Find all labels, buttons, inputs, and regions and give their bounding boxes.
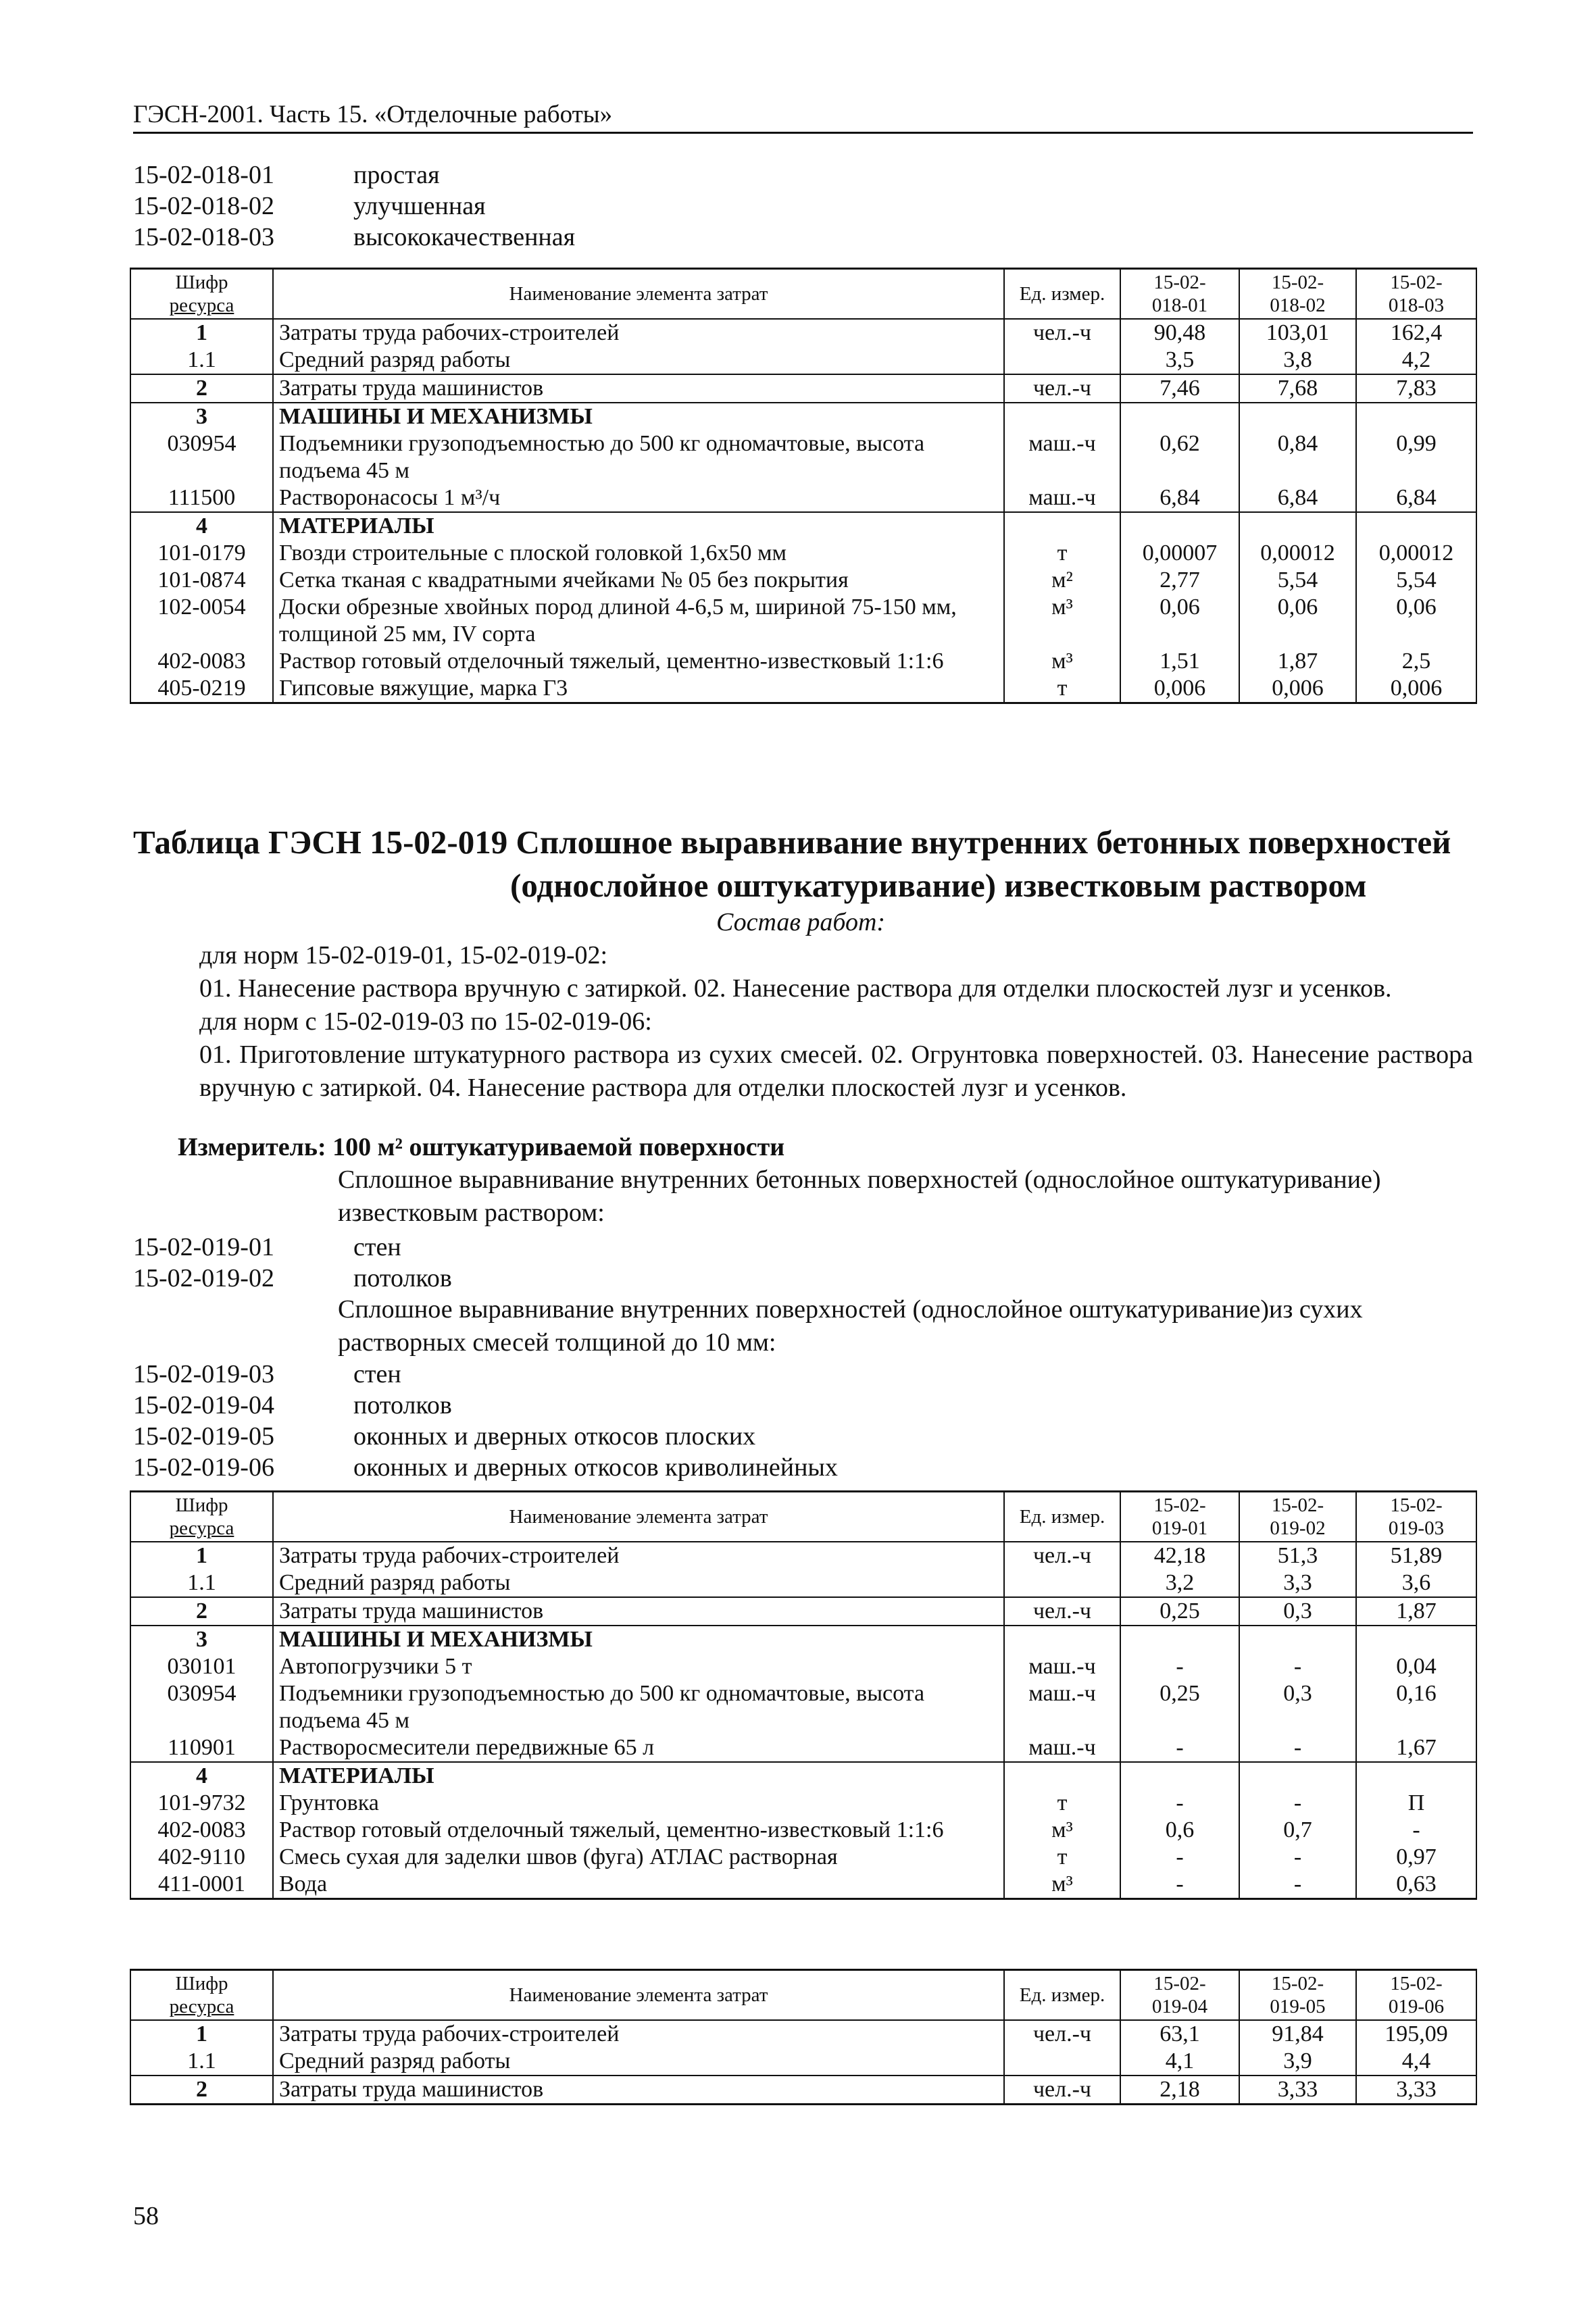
table-cell: 7,68 xyxy=(1239,374,1356,403)
col-norm-header xyxy=(1120,1970,1239,2020)
table-row xyxy=(130,594,1476,648)
table-cell: 0,00012 xyxy=(1239,540,1356,567)
table-cell: чел.-ч xyxy=(1004,374,1120,403)
table-cell xyxy=(1004,1762,1120,1790)
text-span: 15-02- xyxy=(1390,1494,1443,1516)
table-cell: 0,3 xyxy=(1239,1680,1356,1734)
text-span: 15-02-019-04 xyxy=(133,1391,274,1419)
table-cell xyxy=(1356,403,1476,430)
page-number: 58 xyxy=(133,2202,159,2230)
table-cell: 1.1 xyxy=(130,2048,273,2076)
table-cell: 101-0874 xyxy=(130,567,273,594)
table-cell: маш.-ч xyxy=(1004,1734,1120,1762)
table-cell: 51,89 xyxy=(1356,1542,1476,1569)
table-cell: МАТЕРИАЛЫ xyxy=(273,512,1004,540)
table-cell: чел.-ч xyxy=(1004,1597,1120,1626)
table-cell xyxy=(1356,1762,1476,1790)
table-cell: - xyxy=(1356,1817,1476,1844)
table-cell: Растворонасосы 1 м³/ч xyxy=(273,484,1004,512)
code-name: простая xyxy=(353,161,440,189)
text-span: 15-02-019-03 xyxy=(133,1360,274,1388)
table-cell: - xyxy=(1120,1871,1239,1899)
text-span: 15-02- xyxy=(1390,271,1443,293)
table-row xyxy=(130,512,1476,540)
table-row xyxy=(130,1653,1476,1680)
code-item xyxy=(133,1452,838,1483)
text-span: 15-02-019-02 xyxy=(133,1264,274,1292)
table-cell: 3,6 xyxy=(1356,1569,1476,1597)
code-item xyxy=(133,1263,452,1294)
table-cell: маш.-ч xyxy=(1004,1653,1120,1680)
text-span: ресурса xyxy=(169,1995,234,2017)
table-cell: 0,25 xyxy=(1120,1680,1239,1734)
table-cell xyxy=(1120,403,1239,430)
table-cell: 4,4 xyxy=(1356,2048,1476,2076)
table-cell: - xyxy=(1120,1734,1239,1762)
table-cell: Подъемники грузоподъемностью до 500 кг одномачтовые, высота подъема 45 м xyxy=(273,430,1004,484)
table-cell: 0,16 xyxy=(1356,1680,1476,1734)
table-cell: чел.-ч xyxy=(1004,2020,1120,2048)
code-item xyxy=(133,222,575,253)
table-cell: 90,48 xyxy=(1120,319,1239,347)
text-span: потолков xyxy=(353,1264,452,1292)
text-span: 15-02- xyxy=(1271,271,1324,293)
resource-table-019-b xyxy=(130,1969,1477,2105)
table-cell: МАШИНЫ И МЕХАНИЗМЫ xyxy=(273,1626,1004,1653)
table-header-row xyxy=(130,269,1476,319)
text-span: потолков xyxy=(353,1391,452,1419)
table-cell: Растворосмесители передвижные 65 л xyxy=(273,1734,1004,1762)
table-cell: 63,1 xyxy=(1120,2020,1239,2048)
table-cell: 2 xyxy=(130,2076,273,2105)
table-cell: 0,006 xyxy=(1239,675,1356,703)
measure-unit: Измеритель: 100 м² оштукатуриваемой поверхности xyxy=(178,1133,785,1161)
table-cell: 402-0083 xyxy=(130,1817,273,1844)
table-cell: 1.1 xyxy=(130,347,273,374)
code: 15-02-018-01 xyxy=(133,161,274,189)
table-cell: 030954 xyxy=(130,430,273,484)
table-row xyxy=(130,1734,1476,1762)
table-cell: 4,1 xyxy=(1120,2048,1239,2076)
table-cell: 3,9 xyxy=(1239,2048,1356,2076)
table-cell: 2 xyxy=(130,374,273,403)
table-cell: Затраты труда рабочих-строителей xyxy=(273,2020,1004,2048)
table-cell: 3,3 xyxy=(1239,1569,1356,1597)
composition-text xyxy=(133,939,1473,1105)
text-span: 15-02-019-06 xyxy=(133,1453,274,1482)
table-row xyxy=(130,567,1476,594)
table-cell: Затраты труда машинистов xyxy=(273,2076,1004,2105)
table-cell: 0,00007 xyxy=(1120,540,1239,567)
table-cell: 402-9110 xyxy=(130,1844,273,1871)
table-cell: Сетка тканая с квадратными ячейками № 05 без покрытия xyxy=(273,567,1004,594)
table-cell: 91,84 xyxy=(1239,2020,1356,2048)
table-cell: 103,01 xyxy=(1239,319,1356,347)
top-code-list xyxy=(133,159,575,253)
text-span: 15-02- xyxy=(1153,271,1206,293)
table-cell: - xyxy=(1120,1653,1239,1680)
table-cell: 0,7 xyxy=(1239,1817,1356,1844)
table-cell: 030101 xyxy=(130,1653,273,1680)
table-cell: 111500 xyxy=(130,484,273,512)
col-cipher-header xyxy=(130,269,273,319)
table-cell: 0,06 xyxy=(1120,594,1239,648)
table-row xyxy=(130,1762,1476,1790)
col-cipher-header xyxy=(130,1970,273,2020)
table-row xyxy=(130,1597,1476,1626)
table-cell: 0,006 xyxy=(1356,675,1476,703)
table-cell: 5,54 xyxy=(1356,567,1476,594)
text-span: 019-01 xyxy=(1151,1517,1208,1539)
table-cell: Подъемники грузоподъемностью до 500 кг одномачтовые, высота подъема 45 м xyxy=(273,1680,1004,1734)
table-cell: м³ xyxy=(1004,594,1120,648)
table-cell: Средний разряд работы xyxy=(273,2048,1004,2076)
table-cell: П xyxy=(1356,1790,1476,1817)
col-cipher-header xyxy=(130,1492,273,1542)
table-cell: Затраты труда машинистов xyxy=(273,1597,1004,1626)
table-row xyxy=(130,648,1476,675)
table-cell: маш.-ч xyxy=(1004,1680,1120,1734)
table-cell: Гипсовые вяжущие, марка Г3 xyxy=(273,675,1004,703)
table-row xyxy=(130,1817,1476,1844)
norm-code-list-a xyxy=(133,1232,452,1294)
table-cell: Смесь сухая для заделки швов (фуга) АТЛАС растворная xyxy=(273,1844,1004,1871)
table-cell: 6,84 xyxy=(1356,484,1476,512)
text-span: стен xyxy=(353,1360,401,1388)
col-unit-header: Ед. измер. xyxy=(1004,269,1120,319)
table-cell: Раствор готовый отделочный тяжелый, цементно-известковый 1:1:6 xyxy=(273,648,1004,675)
table-cell: 3,8 xyxy=(1239,347,1356,374)
text-span: 018-02 xyxy=(1270,294,1326,316)
code: 15-02-018-03 xyxy=(133,223,274,251)
table-cell: Затраты труда рабочих-строителей xyxy=(273,1542,1004,1569)
text-span: Шифр xyxy=(175,1972,228,1994)
code-item xyxy=(133,1421,838,1452)
col-name-header: Наименование элемента затрат xyxy=(273,1492,1004,1542)
works-a: 01. Нанесение раствора вручную с затиркой. 02. Нанесение раствора для отделки плоскостей лузг и усенков. xyxy=(199,974,1392,1003)
table-row xyxy=(130,2048,1476,2076)
col-name-header: Наименование элемента затрат xyxy=(273,1970,1004,2020)
text-span: 018-01 xyxy=(1151,294,1208,316)
table-cell: 6,84 xyxy=(1120,484,1239,512)
text-span: 019-05 xyxy=(1270,1995,1326,2017)
table-cell: 0,84 xyxy=(1239,430,1356,484)
norms-range-b: для норм с 15-02-019-03 по 15-02-019-06: xyxy=(199,1007,652,1036)
table-cell: м³ xyxy=(1004,1817,1120,1844)
code-name: улучшенная xyxy=(353,192,486,220)
table-cell xyxy=(1239,1762,1356,1790)
table-cell: Гвозди строительные с плоской головкой 1,6х50 мм xyxy=(273,540,1004,567)
running-header: ГЭСН-2001. Часть 15. «Отделочные работы» xyxy=(133,100,1473,134)
table-row xyxy=(130,347,1476,374)
table-cell: - xyxy=(1239,1734,1356,1762)
table-row xyxy=(130,403,1476,430)
code-item xyxy=(133,191,575,222)
table-cell: 0,6 xyxy=(1120,1817,1239,1844)
table-cell xyxy=(1120,1762,1239,1790)
col-norm-header xyxy=(1239,1970,1356,2020)
text-span: 15-02- xyxy=(1271,1494,1324,1516)
table-cell: 3 xyxy=(130,403,273,430)
table-row xyxy=(130,1680,1476,1734)
table-cell xyxy=(1004,1626,1120,1653)
text-span: оконных и дверных откосов плоских xyxy=(353,1422,756,1451)
table-cell: чел.-ч xyxy=(1004,2076,1120,2105)
table-cell: 3,2 xyxy=(1120,1569,1239,1597)
table-cell: Средний разряд работы xyxy=(273,1569,1004,1597)
table-cell: 1.1 xyxy=(130,1569,273,1597)
table-cell: 1,51 xyxy=(1120,648,1239,675)
table-cell: 3,5 xyxy=(1120,347,1239,374)
col-norm-header xyxy=(1356,269,1476,319)
table-cell: Грунтовка xyxy=(273,1790,1004,1817)
table-row xyxy=(130,1871,1476,1899)
table-cell: 1,67 xyxy=(1356,1734,1476,1762)
table-cell: т xyxy=(1004,540,1120,567)
table-cell xyxy=(1004,1569,1120,1597)
table-cell: 1,87 xyxy=(1356,1597,1476,1626)
resource-table-019-a xyxy=(130,1490,1477,1900)
table-cell: 0,99 xyxy=(1356,430,1476,484)
table-cell xyxy=(1004,403,1120,430)
text-span: стен xyxy=(353,1233,401,1261)
text-span: Шифр xyxy=(175,271,228,293)
table-cell xyxy=(1004,512,1120,540)
norm-code-list-b xyxy=(133,1359,838,1483)
text-span: 15-02- xyxy=(1153,1494,1206,1516)
table-cell: - xyxy=(1239,1844,1356,1871)
table-cell: 51,3 xyxy=(1239,1542,1356,1569)
text-span: 019-04 xyxy=(1151,1995,1208,2017)
table-cell: 0,06 xyxy=(1356,594,1476,648)
table-cell: 0,04 xyxy=(1356,1653,1476,1680)
table-row xyxy=(130,1626,1476,1653)
table-cell: 030954 xyxy=(130,1680,273,1734)
col-norm-header xyxy=(1120,1492,1239,1542)
table-cell: 5,54 xyxy=(1239,567,1356,594)
table-cell xyxy=(1239,512,1356,540)
text-span: Шифр xyxy=(175,1494,228,1516)
table-cell: Раствор готовый отделочный тяжелый, цементно-известковый 1:1:6 xyxy=(273,1817,1004,1844)
table-cell: 6,84 xyxy=(1239,484,1356,512)
code-item xyxy=(133,1232,452,1263)
table-row xyxy=(130,430,1476,484)
table-cell: - xyxy=(1239,1653,1356,1680)
table-row xyxy=(130,1790,1476,1817)
table-cell: Доски обрезные хвойных пород длиной 4-6,5 м, шириной 75-150 мм, толщиной 25 мм, IV сорта xyxy=(273,594,1004,648)
table-row xyxy=(130,319,1476,347)
table-cell: 3,33 xyxy=(1356,2076,1476,2105)
table-cell xyxy=(1004,347,1120,374)
table-cell: чел.-ч xyxy=(1004,319,1120,347)
table-row xyxy=(130,1844,1476,1871)
table-cell: 4 xyxy=(130,512,273,540)
table-cell: чел.-ч xyxy=(1004,1542,1120,1569)
table-cell xyxy=(1120,512,1239,540)
table-row xyxy=(130,374,1476,403)
table-cell: 1 xyxy=(130,2020,273,2048)
col-norm-header xyxy=(1239,269,1356,319)
table-cell: 0,00012 xyxy=(1356,540,1476,567)
table-cell: - xyxy=(1120,1844,1239,1871)
composition-label: Состав работ: xyxy=(716,908,886,936)
table-cell: 3 xyxy=(130,1626,273,1653)
table-cell: 1 xyxy=(130,1542,273,1569)
table-row xyxy=(130,540,1476,567)
table-cell: Средний разряд работы xyxy=(273,347,1004,374)
table-cell xyxy=(1120,1626,1239,1653)
text-span: 15-02-019-05 xyxy=(133,1422,274,1451)
table-cell: Затраты труда рабочих-строителей xyxy=(273,319,1004,347)
table-cell: 2,5 xyxy=(1356,648,1476,675)
table-cell: 0,006 xyxy=(1120,675,1239,703)
code-item xyxy=(133,159,575,191)
table-row xyxy=(130,675,1476,703)
description-b: Сплошное выравнивание внутренних поверхностей (однослойное оштукатуривание)из сухих растворных смесей толщиной до 10 мм: xyxy=(338,1295,1363,1357)
table-cell: 102-0054 xyxy=(130,594,273,648)
code-item xyxy=(133,1390,838,1421)
table-cell: маш.-ч xyxy=(1004,484,1120,512)
table-row xyxy=(130,2020,1476,2048)
table-cell xyxy=(1239,403,1356,430)
table-cell: Затраты труда машинистов xyxy=(273,374,1004,403)
table-cell: 2,18 xyxy=(1120,2076,1239,2105)
text-span: ресурса xyxy=(169,1517,234,1539)
table-cell xyxy=(1356,512,1476,540)
table-cell: Вода xyxy=(273,1871,1004,1899)
table-cell: 2 xyxy=(130,1597,273,1626)
table-title-line2: (однослойное оштукатуривание) известковым раствором xyxy=(510,867,1367,904)
text-span: 15-02-019-01 xyxy=(133,1233,274,1261)
col-unit-header: Ед. измер. xyxy=(1004,1970,1120,2020)
table-cell: 101-9732 xyxy=(130,1790,273,1817)
text-span: 15-02- xyxy=(1153,1972,1206,1994)
table-cell xyxy=(1356,1626,1476,1653)
table-row xyxy=(130,1542,1476,1569)
col-norm-header xyxy=(1239,1492,1356,1542)
text-span: оконных и дверных откосов криволинейных xyxy=(353,1453,838,1482)
table-cell: 162,4 xyxy=(1356,319,1476,347)
table-cell: 4 xyxy=(130,1762,273,1790)
code-name: высококачественная xyxy=(353,223,576,251)
table-title xyxy=(133,821,1473,907)
table-header-row xyxy=(130,1492,1476,1542)
table-cell: 195,09 xyxy=(1356,2020,1476,2048)
text-span: 15-02- xyxy=(1271,1972,1324,1994)
description-a: Сплошное выравнивание внутренних бетонных поверхностей (однослойное оштукатуривание) известковым раствором: xyxy=(338,1165,1381,1227)
table-cell: 0,06 xyxy=(1239,594,1356,648)
table-header-row xyxy=(130,1970,1476,2020)
table-cell: т xyxy=(1004,1790,1120,1817)
table-cell: м³ xyxy=(1004,648,1120,675)
resource-table-018 xyxy=(130,268,1477,704)
text-span: 019-02 xyxy=(1270,1517,1326,1539)
text-span: 15-02- xyxy=(1390,1972,1443,1994)
table-cell: 402-0083 xyxy=(130,648,273,675)
text-span: 019-03 xyxy=(1388,1517,1445,1539)
code-item xyxy=(133,1359,838,1390)
col-norm-header xyxy=(1356,1970,1476,2020)
table-cell: 1,87 xyxy=(1239,648,1356,675)
norms-range-a: для норм 15-02-019-01, 15-02-019-02: xyxy=(199,941,608,970)
table-row xyxy=(130,1569,1476,1597)
table-title-line1: Таблица ГЭСН 15-02-019 Сплошное выравнивание внутренних бетонных поверхностей xyxy=(133,824,1451,861)
table-cell: 0,63 xyxy=(1356,1871,1476,1899)
table-cell: м² xyxy=(1004,567,1120,594)
table-cell: 2,77 xyxy=(1120,567,1239,594)
table-cell: 110901 xyxy=(130,1734,273,1762)
table-cell: 411-0001 xyxy=(130,1871,273,1899)
table-cell: м³ xyxy=(1004,1871,1120,1899)
works-b: 01. Приготовление штукатурного раствора из сухих смесей. 02. Огрунтовка поверхностей. 03. Нанесение раствора вручную с затиркой. 04. Нанесение раствора для отделки плоскостей лузг и усенков. xyxy=(199,1040,1473,1102)
table-row xyxy=(130,2076,1476,2105)
table-cell: 0,3 xyxy=(1239,1597,1356,1626)
table-cell: 7,83 xyxy=(1356,374,1476,403)
table-cell: т xyxy=(1004,675,1120,703)
table-cell xyxy=(1239,1626,1356,1653)
table-cell: 4,2 xyxy=(1356,347,1476,374)
text-span: ресурса xyxy=(169,294,234,316)
table-cell: Автопогрузчики 5 т xyxy=(273,1653,1004,1680)
col-name-header: Наименование элемента затрат xyxy=(273,269,1004,319)
table-cell: - xyxy=(1239,1790,1356,1817)
code: 15-02-018-02 xyxy=(133,192,274,220)
col-norm-header xyxy=(1120,269,1239,319)
table-cell: 0,62 xyxy=(1120,430,1239,484)
table-cell: МАШИНЫ И МЕХАНИЗМЫ xyxy=(273,403,1004,430)
table-row xyxy=(130,484,1476,512)
col-unit-header: Ед. измер. xyxy=(1004,1492,1120,1542)
table-cell: - xyxy=(1120,1790,1239,1817)
table-cell: 3,33 xyxy=(1239,2076,1356,2105)
table-cell: 1 xyxy=(130,319,273,347)
text-span: 018-03 xyxy=(1388,294,1445,316)
table-cell: 0,25 xyxy=(1120,1597,1239,1626)
table-cell: 101-0179 xyxy=(130,540,273,567)
table-cell: т xyxy=(1004,1844,1120,1871)
table-cell: 0,97 xyxy=(1356,1844,1476,1871)
table-cell: маш.-ч xyxy=(1004,430,1120,484)
table-cell: 405-0219 xyxy=(130,675,273,703)
table-cell xyxy=(1004,2048,1120,2076)
table-cell: - xyxy=(1239,1871,1356,1899)
table-cell: 42,18 xyxy=(1120,1542,1239,1569)
table-cell: МАТЕРИАЛЫ xyxy=(273,1762,1004,1790)
text-span: 019-06 xyxy=(1388,1995,1445,2017)
table-cell: 7,46 xyxy=(1120,374,1239,403)
col-norm-header xyxy=(1356,1492,1476,1542)
